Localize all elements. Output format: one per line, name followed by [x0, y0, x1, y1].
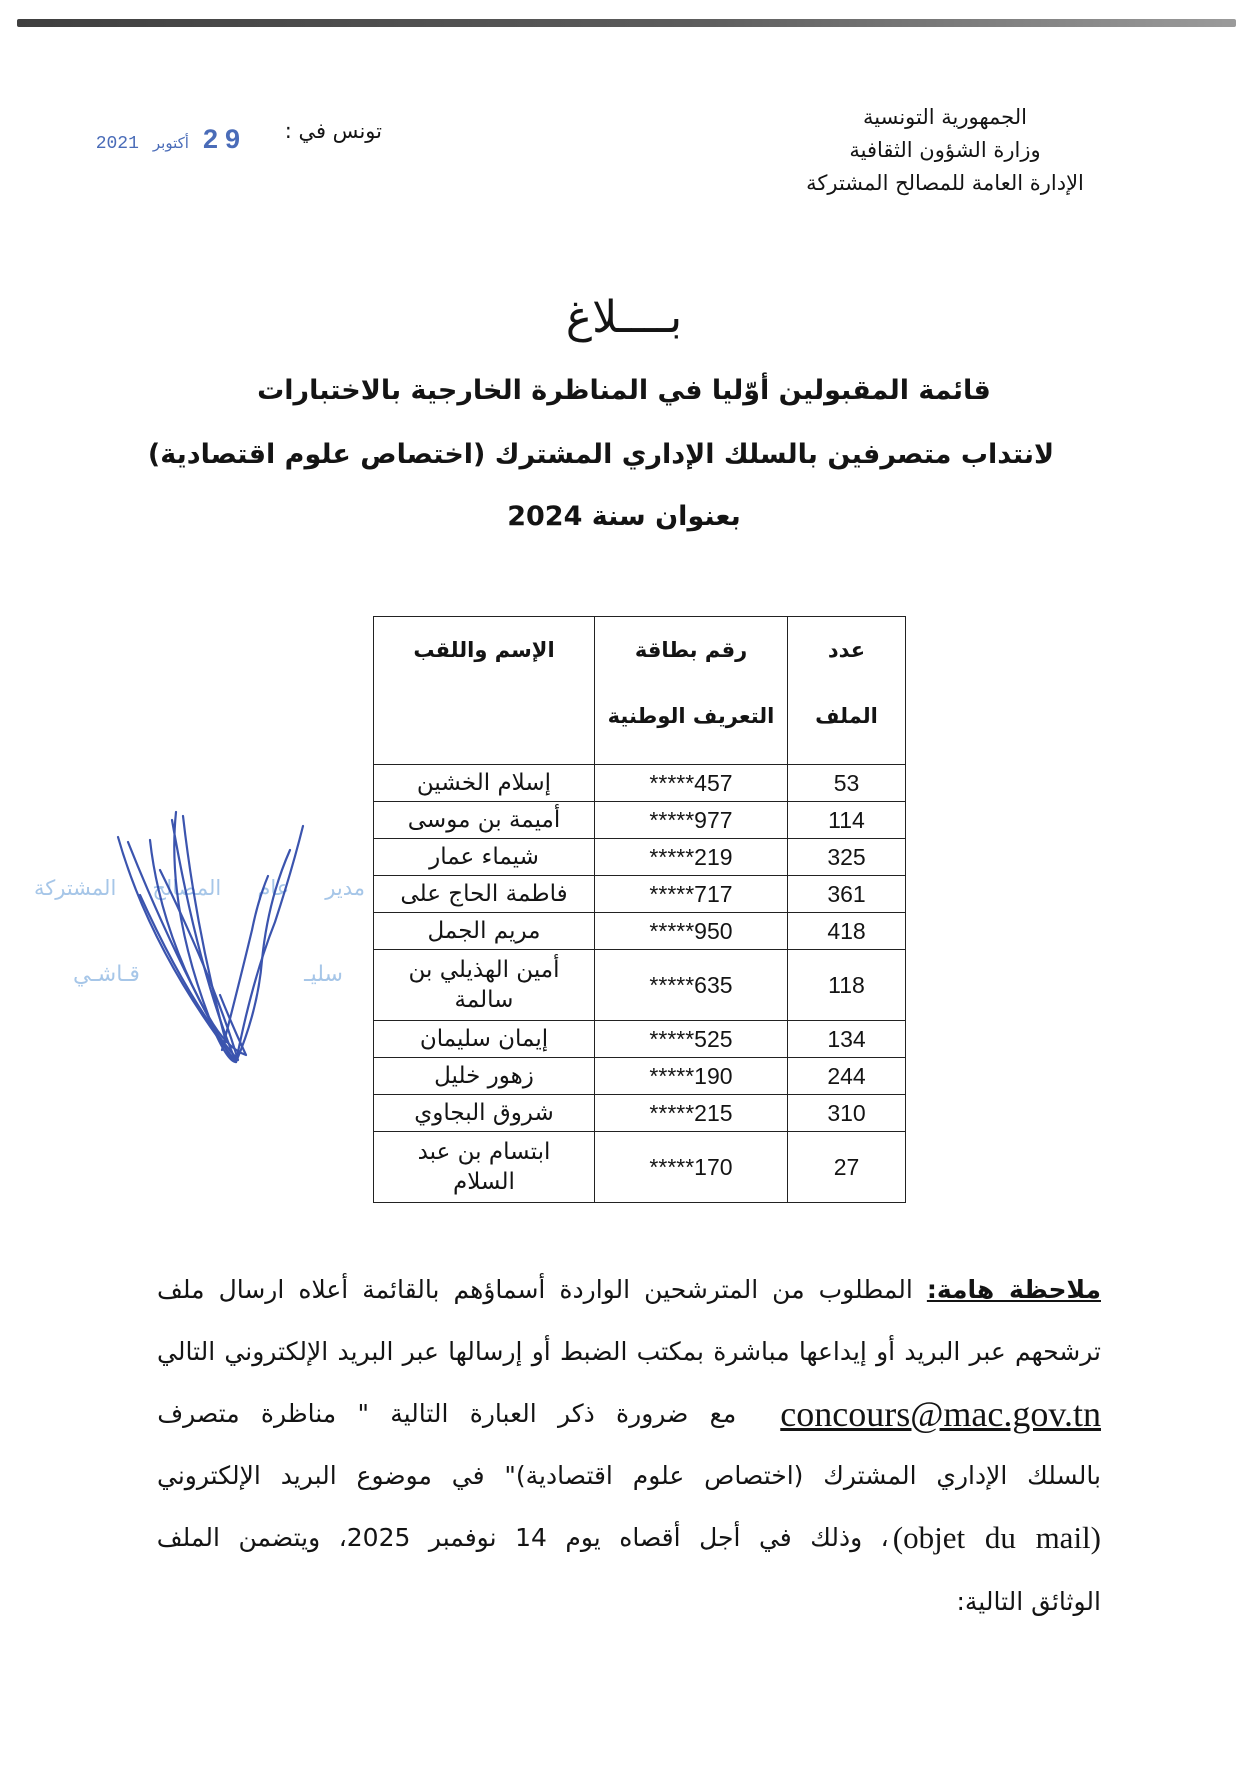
- document-title: بــــلاغ: [565, 292, 683, 343]
- table-row: [374, 913, 906, 950]
- note-text-4: بالسلك الإداري المشترك (اختصاص علوم اقتصادية)" في موضوع البريد الإلكتروني: [157, 1461, 1101, 1490]
- cell-id-number: [595, 913, 788, 950]
- table-row: [374, 876, 906, 913]
- id-number: *****950: [649, 917, 733, 944]
- date-stamp-month: أكتوبر: [152, 134, 189, 152]
- cell-id-number: [595, 1058, 788, 1095]
- note-objet: (objet du mail): [892, 1520, 1101, 1555]
- id-number: *****635: [649, 971, 733, 998]
- cell-id-number: [595, 1021, 788, 1058]
- table-row: [374, 765, 906, 802]
- id-number: *****190: [649, 1062, 733, 1089]
- note-line-4: [157, 1453, 1101, 1499]
- table-row: [374, 1095, 906, 1132]
- cell-name: فاطمة الحاج على: [374, 876, 595, 913]
- note-line-3-justify: [157, 1391, 736, 1437]
- header-id-number-line-1: رقم بطاقة: [634, 638, 748, 662]
- id-number: *****525: [649, 1025, 733, 1052]
- id-number: *****717: [649, 880, 733, 907]
- cell-file-no: 325: [788, 839, 906, 876]
- cell-name: أميمة بن موسى: [374, 802, 595, 839]
- cell-file-no: 114: [788, 802, 906, 839]
- cell-name: زهور خليل: [374, 1058, 595, 1095]
- header-name: [374, 617, 595, 765]
- cell-name: مريم الجمل: [374, 913, 595, 950]
- cell-id-number: [595, 1132, 788, 1203]
- header-id-number: [595, 617, 788, 765]
- note-text-1: المطلوب من المترشحين الواردة أسماؤهم بالقائمة أعلاه ارسال ملف: [157, 1275, 913, 1304]
- note-line-5-justify: [157, 1515, 889, 1561]
- cell-id-number: [595, 876, 788, 913]
- subtitle-line-2: لانتداب متصرفين بالسلك الإداري المشترك (اختصاص علوم اقتصادية): [147, 439, 1055, 470]
- table-row: [374, 950, 906, 1021]
- note-email: concours@mac.gov.tn: [780, 1394, 1101, 1434]
- id-number: *****977: [649, 806, 733, 833]
- date-stamp-year: 2021: [95, 134, 139, 154]
- ministry-name: وزارة الشؤون الثقافية: [849, 138, 1041, 162]
- cell-file-no: 27: [788, 1132, 906, 1203]
- cell-name: إسلام الخشين: [374, 765, 595, 802]
- cell-file-no: 310: [788, 1095, 906, 1132]
- note-label: ملاحظة هامة:: [926, 1275, 1101, 1304]
- id-number: *****457: [649, 769, 733, 796]
- note-text-2: ترشحهم عبر البريد أو إيداعها مباشرة بمكتب الضبط أو إرسالها عبر البريد الإلكتروني التالي: [157, 1337, 1101, 1366]
- header-name-label: الإسم واللقب: [413, 638, 555, 662]
- table-row: [374, 1058, 906, 1095]
- cell-name: ابتسام بن عبد السلام: [374, 1132, 595, 1203]
- header-file-no-line-2: الملف: [815, 704, 878, 728]
- note-text-3: مع ضرورة ذكر العبارة التالية " مناظرة متصرف: [157, 1399, 737, 1428]
- table-row: [374, 839, 906, 876]
- cell-file-no: 418: [788, 913, 906, 950]
- cell-id-number: [595, 765, 788, 802]
- note-text-5: ، وذلك في أجل أقصاه يوم 14 نوفمبر 2025، ويتضمن الملف: [156, 1523, 889, 1552]
- cell-file-no: 53: [788, 765, 906, 802]
- id-number: *****219: [649, 843, 733, 870]
- id-number: *****170: [649, 1153, 733, 1180]
- cell-name: شروق البجاوي: [374, 1095, 595, 1132]
- header-id-number-line-2: التعريف الوطنية: [607, 704, 775, 728]
- table-row: [374, 802, 906, 839]
- note-line-6: الوثائق التالية:: [956, 1587, 1101, 1616]
- note-line-2: [157, 1329, 1101, 1375]
- place-label: تونس في :: [284, 119, 382, 143]
- note-line-3: [157, 1391, 1101, 1437]
- note-line-5: [157, 1515, 1101, 1561]
- cell-file-no: 118: [788, 950, 906, 1021]
- scan-border: [17, 19, 1236, 27]
- stamp-name-text: سليـ قـاشـي: [73, 962, 343, 987]
- subtitle-line-3: بعنوان سنة 2024: [507, 501, 741, 532]
- letterhead: [755, 101, 1135, 200]
- cell-file-no: 134: [788, 1021, 906, 1058]
- subtitle-line-1: قائمة المقبولين أوّليا في المناظرة الخارجية بالاختبارات: [257, 375, 991, 406]
- table-row: [374, 1021, 906, 1058]
- candidates-table: [373, 616, 906, 1203]
- cell-name: إيمان سليمان: [374, 1021, 595, 1058]
- cell-name: أمين الهذيلي بن سالمة: [374, 950, 595, 1021]
- note-line-1: [157, 1267, 1101, 1313]
- table-row: [374, 1132, 906, 1203]
- date-stamp: [96, 124, 247, 155]
- header-file-no-line-1: عدد: [827, 638, 866, 662]
- cell-id-number: [595, 839, 788, 876]
- cell-file-no: 361: [788, 876, 906, 913]
- header-file-no: [788, 617, 906, 765]
- date-stamp-day: 29: [202, 124, 247, 154]
- note-line-1-text: [157, 1267, 1101, 1313]
- stamp-title-text: مدير عام المصالح المشتركة: [34, 876, 365, 900]
- cell-file-no: 244: [788, 1058, 906, 1095]
- id-number: *****215: [649, 1099, 733, 1126]
- cell-id-number: [595, 1095, 788, 1132]
- signature: [0, 780, 420, 1080]
- cell-name: شيماء عمار: [374, 839, 595, 876]
- cell-id-number: [595, 802, 788, 839]
- cell-id-number: [595, 950, 788, 1021]
- department-name: الإدارة العامة للمصالح المشتركة: [806, 171, 1084, 195]
- republic-name: الجمهورية التونسية: [863, 105, 1027, 129]
- table-header-row: [374, 617, 906, 765]
